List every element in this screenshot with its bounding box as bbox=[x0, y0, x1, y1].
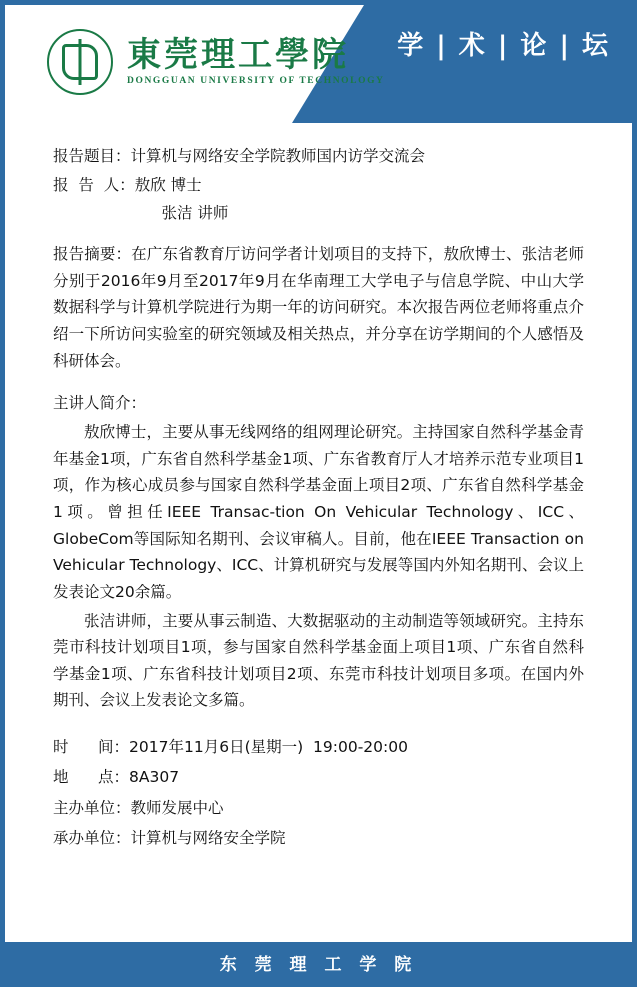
forum-banner-label: 学 | 术 | 论 | 坛 bbox=[397, 31, 610, 61]
event-organizer-row: 承办单位：计算机与网络安全学院 bbox=[53, 828, 286, 847]
logo-wordmark bbox=[127, 35, 385, 86]
bio-section-label: 主讲人简介： bbox=[53, 394, 147, 413]
event-info bbox=[53, 732, 584, 853]
poster-content bbox=[5, 123, 632, 853]
logo-chinese-name: 東莞理工學院 bbox=[127, 35, 349, 75]
bio-paragraph-1: 敖欣博士，主要从事无线网络的组网理论研究。主持国家自然科学基金青年基金1项，广东省自然科学基金1项、广东省教育厅人才培养示范专业项目1项，作为核心成员参与国家自然科学基金面上项目2项、广东省自然科学基金1项。曾担任IEEE Transac-tion On Vehicular Technology、ICC、GlobeCom等国际知名期刊、会议审稿人。目前，他在IEEE Transaction on Vehicular Technology、ICC、计算机研究与发展等国内外知名期刊、会议上发表论文20余篇。 bbox=[53, 422, 584, 601]
talk-title-line: 报告题目：计算机与网络安全学院教师国内访学交流会 bbox=[53, 147, 426, 165]
poster-header bbox=[5, 5, 632, 123]
seal-bar bbox=[79, 39, 82, 85]
university-logo bbox=[47, 29, 385, 95]
bio-paragraph-2: 张洁讲师，主要从事云制造、大数据驱动的主动制造等领域研究。主持东莞市科技计划项目1项，参与国家自然科学基金面上项目1项、广东省自然科学基金1项、广东省科技计划项目2项、东莞市科技计划项目多项。在国内外期刊、会议上发表论文多篇。 bbox=[53, 611, 584, 710]
poster-footer: 东 莞 理 工 学 院 bbox=[5, 942, 632, 982]
speaker-line-2: 张洁 讲师 bbox=[161, 204, 229, 223]
event-place-row: 地 点：8A307 bbox=[53, 768, 180, 787]
logo-english-name: DONGGUAN UNIVERSITY OF TECHNOLOGY bbox=[127, 76, 385, 86]
event-time-row: 时 间：2017年11月6日(星期一) 19:00-20:00 bbox=[53, 738, 408, 757]
talk-abstract: 报告摘要：在广东省教育厅访问学者计划项目的支持下，敖欣博士、张洁老师分别于2016年9月至2017年9月在华南理工大学电子与信息学院、中山大学数据科学与计算机学院进行为期一年的访问研究。本次报告两位老师将重点介绍一下所访问实验室的研究领域及相关热点，并分享在访学期间的个人感悟及科研体会。 bbox=[53, 244, 584, 370]
event-host-row: 主办单位：教师发展中心 bbox=[53, 798, 224, 817]
university-seal-icon bbox=[47, 29, 113, 95]
speaker-line-1: 报 告 人：敖欣 博士 bbox=[53, 175, 202, 194]
